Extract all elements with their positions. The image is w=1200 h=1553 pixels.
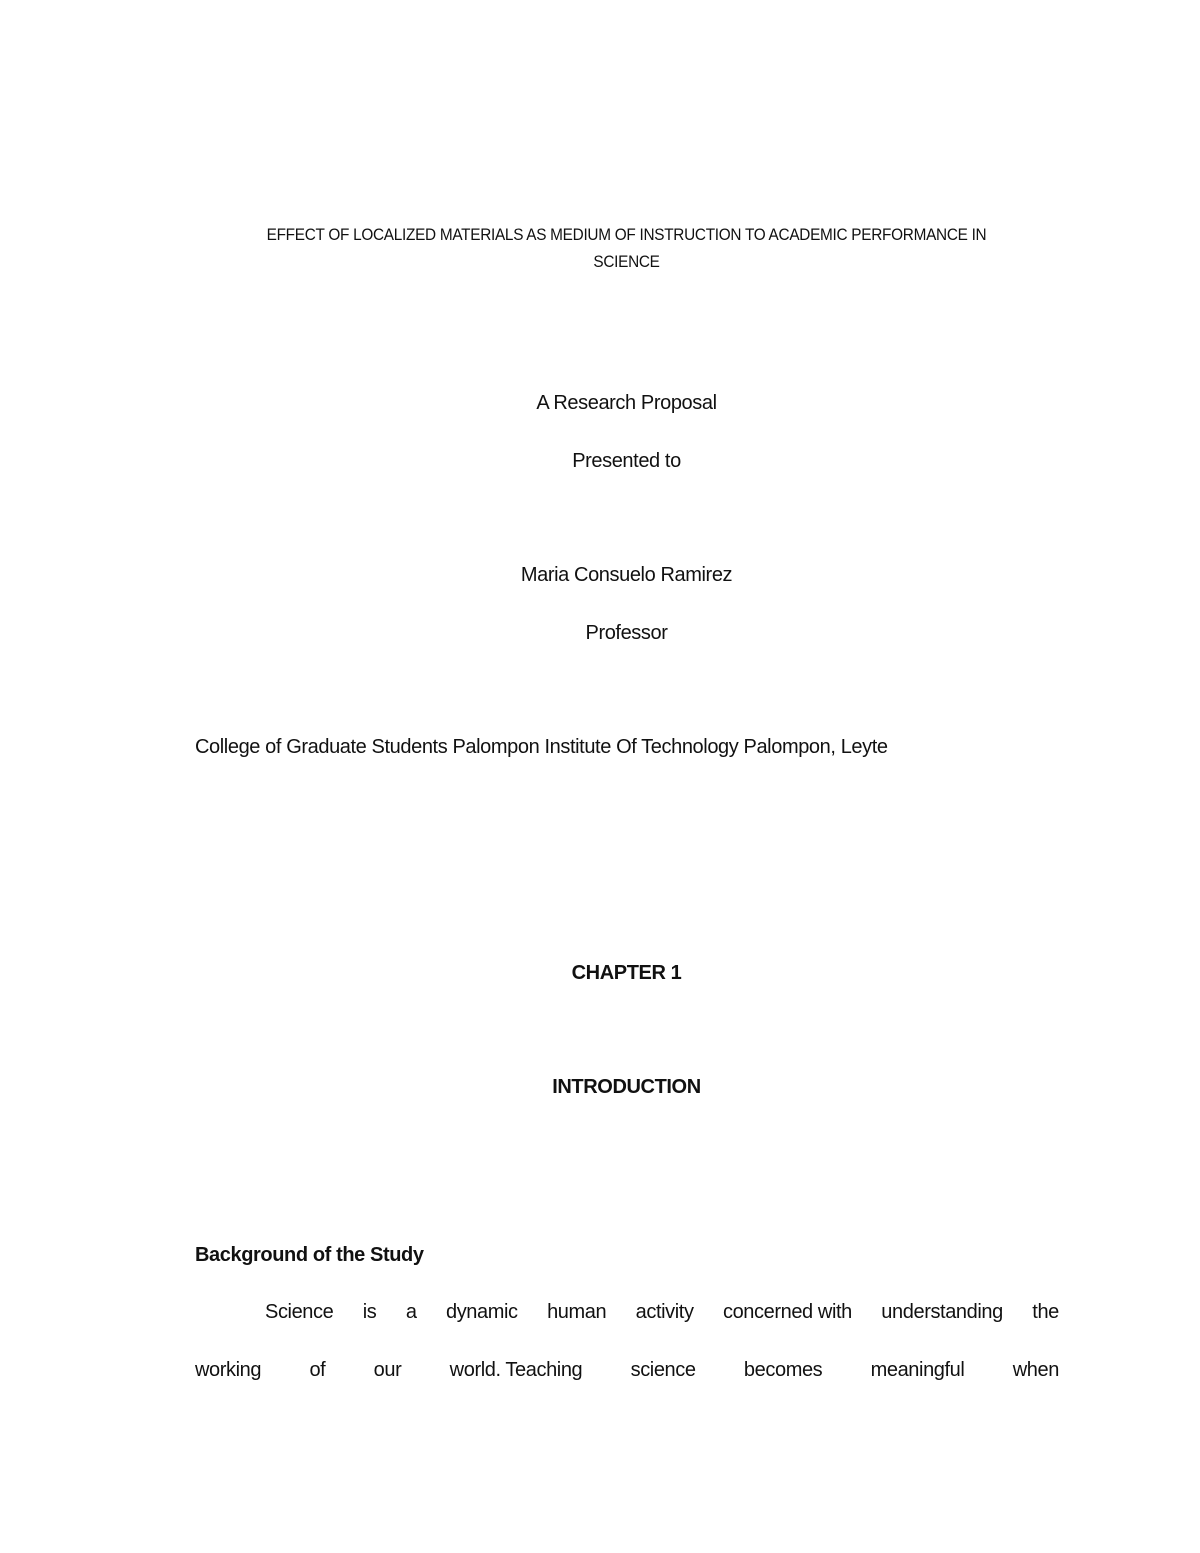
word: science — [630, 1359, 696, 1381]
subtitle: A Research Proposal — [536, 392, 717, 414]
word: meaningful — [870, 1359, 965, 1381]
word: when — [1012, 1359, 1059, 1381]
word: is — [362, 1301, 377, 1323]
title-line-2: SCIENCE — [593, 253, 660, 271]
word: Science — [265, 1301, 334, 1323]
paragraph-line-1 — [265, 1301, 1059, 1324]
word: world. Teaching — [449, 1359, 583, 1381]
word: human — [547, 1301, 607, 1323]
word: concerned with — [722, 1301, 852, 1323]
word: a — [405, 1301, 417, 1323]
word: of — [309, 1359, 326, 1381]
professor-title: Professor — [585, 622, 668, 644]
presented-to: Presented to — [572, 450, 681, 472]
chapter-title: INTRODUCTION — [552, 1076, 701, 1098]
word: the — [1032, 1301, 1059, 1323]
word: dynamic — [445, 1301, 518, 1323]
word: becomes — [743, 1359, 823, 1381]
word: understanding — [881, 1301, 1003, 1323]
section-heading: Background of the Study — [195, 1244, 424, 1266]
paragraph-line-2 — [195, 1359, 1059, 1382]
word: working — [195, 1359, 262, 1381]
title-line-1: EFFECT OF LOCALIZED MATERIALS AS MEDIUM OF INSTRUCTION TO ACADEMIC PERFORMANCE IN — [266, 226, 987, 244]
chapter-heading: CHAPTER 1 — [571, 962, 682, 984]
institution: College of Graduate Students Palompon Institute Of Technology Palompon, Leyte — [195, 736, 888, 758]
word: activity — [635, 1301, 694, 1323]
word: our — [373, 1359, 402, 1381]
professor-name: Maria Consuelo Ramirez — [520, 564, 733, 586]
